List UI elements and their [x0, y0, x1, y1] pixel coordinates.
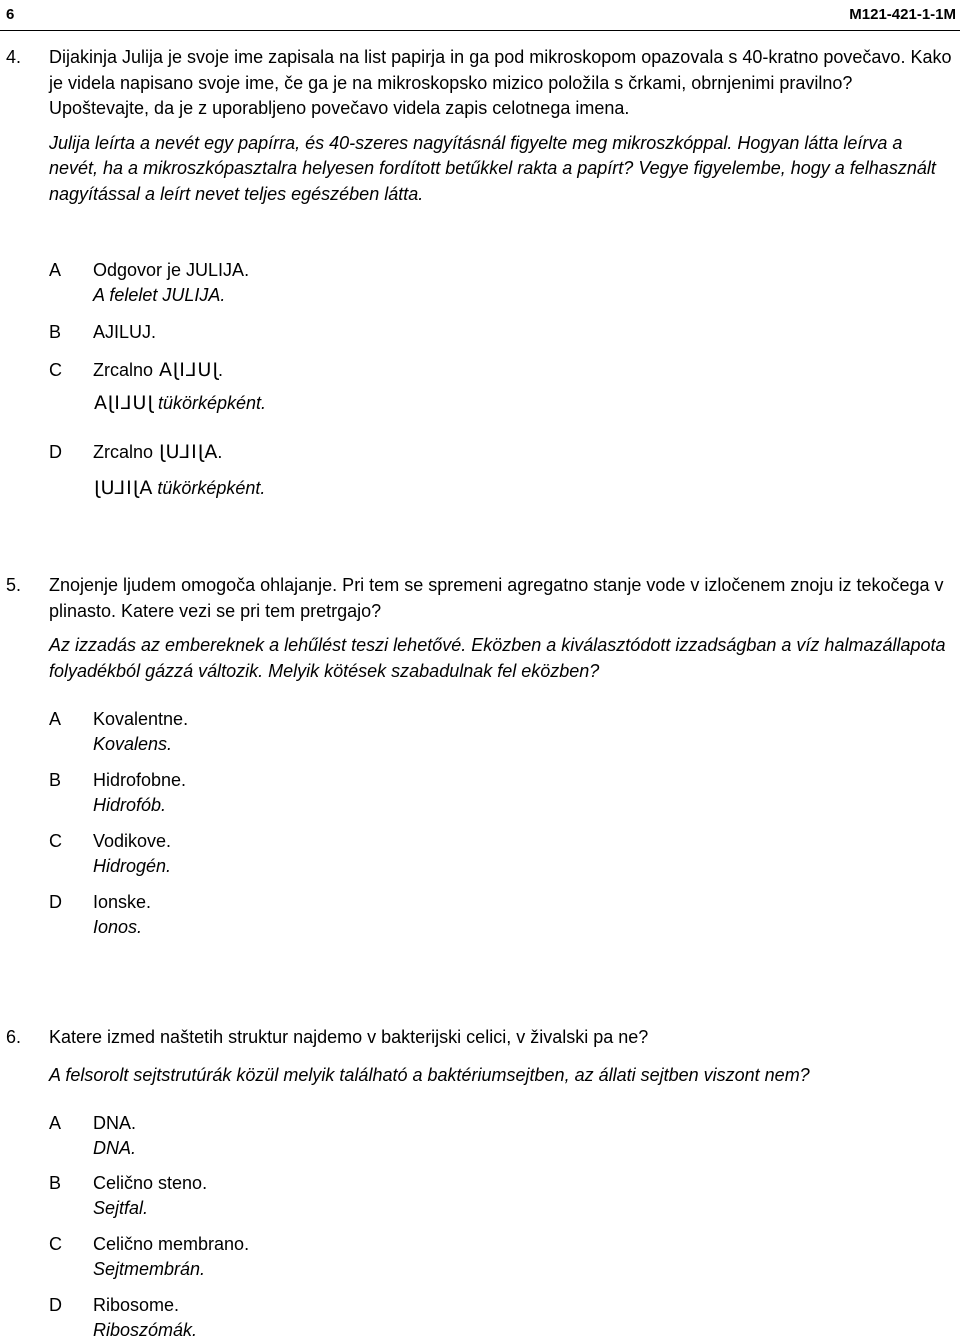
- option-text-sl: Zrcalno: [93, 360, 153, 380]
- option-letter: A: [49, 258, 61, 283]
- option-text-sl: DNA.: [93, 1111, 893, 1136]
- option-text-sl: Odgovor je JULIJA.: [93, 258, 893, 283]
- question-text-sl: Dijakinja Julija je svoje ime zapisala na list papirja in ga pod mikroskopom opazovala s 40-kratno povečavo. Kako je videla napisano svoje ime, če ga je na mikroskopsko mizico položila s črkami, obrnjenimi pravilno? Upoštevajte, da je z uporabljeno povečavo videla zapis celotnega imena.: [49, 45, 954, 122]
- option-text-hu: Ionos.: [93, 915, 893, 940]
- option-text-sl: Ribosome.: [93, 1293, 893, 1318]
- question-text: [49, 1025, 954, 1088]
- option-suffix: .: [217, 442, 222, 462]
- option-text-sl: Kovalentne.: [93, 707, 893, 732]
- mirrored-name: JULIJA: [93, 391, 153, 416]
- option-text-hu: tükörképként.: [157, 478, 265, 498]
- question-text-hu: A felsorolt sejtstrutúrák közül melyik található a baktériumsejtben, az állati sejtben viszont nem?: [49, 1063, 954, 1089]
- option-text-sl: Vodikove.: [93, 829, 893, 854]
- option-suffix: .: [218, 360, 223, 380]
- option-letter: A: [49, 707, 61, 732]
- option-text-hu: Riboszómák.: [93, 1318, 893, 1342]
- question-text: [49, 573, 954, 684]
- option-letter: D: [49, 440, 62, 465]
- question-number: 6.: [6, 1025, 21, 1050]
- option-text-sl: Hidrofobne.: [93, 768, 893, 793]
- option-text-hu: Sejtfal.: [93, 1196, 893, 1221]
- header-rule: [0, 30, 960, 31]
- option-letter: B: [49, 768, 61, 793]
- exam-code: M121-421-1-1M: [849, 6, 956, 23]
- option-letter: D: [49, 890, 62, 915]
- option-letter: A: [49, 1111, 61, 1136]
- option-text-hu: Hidrogén.: [93, 854, 893, 879]
- page-header: [0, 0, 960, 34]
- question-text: [49, 45, 954, 207]
- question-text-hu: Julija leírta a nevét egy papírra, és 40-szeres nagyításnál figyelte meg mikroszkóppal. Hogyan látta leírva a nevét, ha a mikroszkópasztalra helyesen fordított betűkkel rakta a papírt? Vegye figyelembe, hogy a felhasznált nagyítással a leírt nevet teljes egészében látta.: [49, 131, 954, 208]
- question-number: 4.: [6, 45, 21, 70]
- question-number: 5.: [6, 573, 21, 598]
- option-text-hu: tükörképként.: [158, 393, 266, 413]
- option-text-sl: Celično membrano.: [93, 1232, 893, 1257]
- mirrored-name: AJILUJ: [93, 476, 152, 501]
- option-letter: B: [49, 1171, 61, 1196]
- option-text-hu: DNA.: [93, 1136, 893, 1161]
- page-number: 6: [6, 6, 14, 23]
- mirrored-name: AJILUJ: [158, 440, 217, 465]
- option-text-hu: A felelet JULIJA.: [93, 283, 893, 308]
- option-letter: C: [49, 829, 62, 854]
- question-text-hu: Az izzadás az embereknek a lehűlést teszi lehetővé. Eközben a kiválasztódott izzadságban a víz halmazállapota folyadékból gázzá változik. Melyik kötések szabadulnak fel eközben?: [49, 633, 954, 684]
- option-letter: D: [49, 1293, 62, 1318]
- option-text-hu: Sejtmembrán.: [93, 1257, 893, 1282]
- option-letter: C: [49, 1232, 62, 1257]
- option-letter: C: [49, 358, 62, 383]
- question-text-sl: Znojenje ljudem omogoča ohlajanje. Pri tem se spremeni agregatno stanje vode v izločenem znoju iz tekočega v plinasto. Katere vezi se pri tem pretrgajo?: [49, 573, 954, 624]
- option-text-sl: AJILUJ.: [93, 320, 893, 345]
- question-text-sl: Katere izmed naštetih struktur najdemo v bakterijski celici, v živalski pa ne?: [49, 1025, 954, 1051]
- option-text-sl: Celično steno.: [93, 1171, 893, 1196]
- option-text-sl: Zrcalno: [93, 442, 153, 462]
- option-text-hu: Kovalens.: [93, 732, 893, 757]
- mirrored-name: JULIJA: [158, 358, 218, 383]
- option-text-hu: Hidrofób.: [93, 793, 893, 818]
- option-letter: B: [49, 320, 61, 345]
- option-text-sl: Ionske.: [93, 890, 893, 915]
